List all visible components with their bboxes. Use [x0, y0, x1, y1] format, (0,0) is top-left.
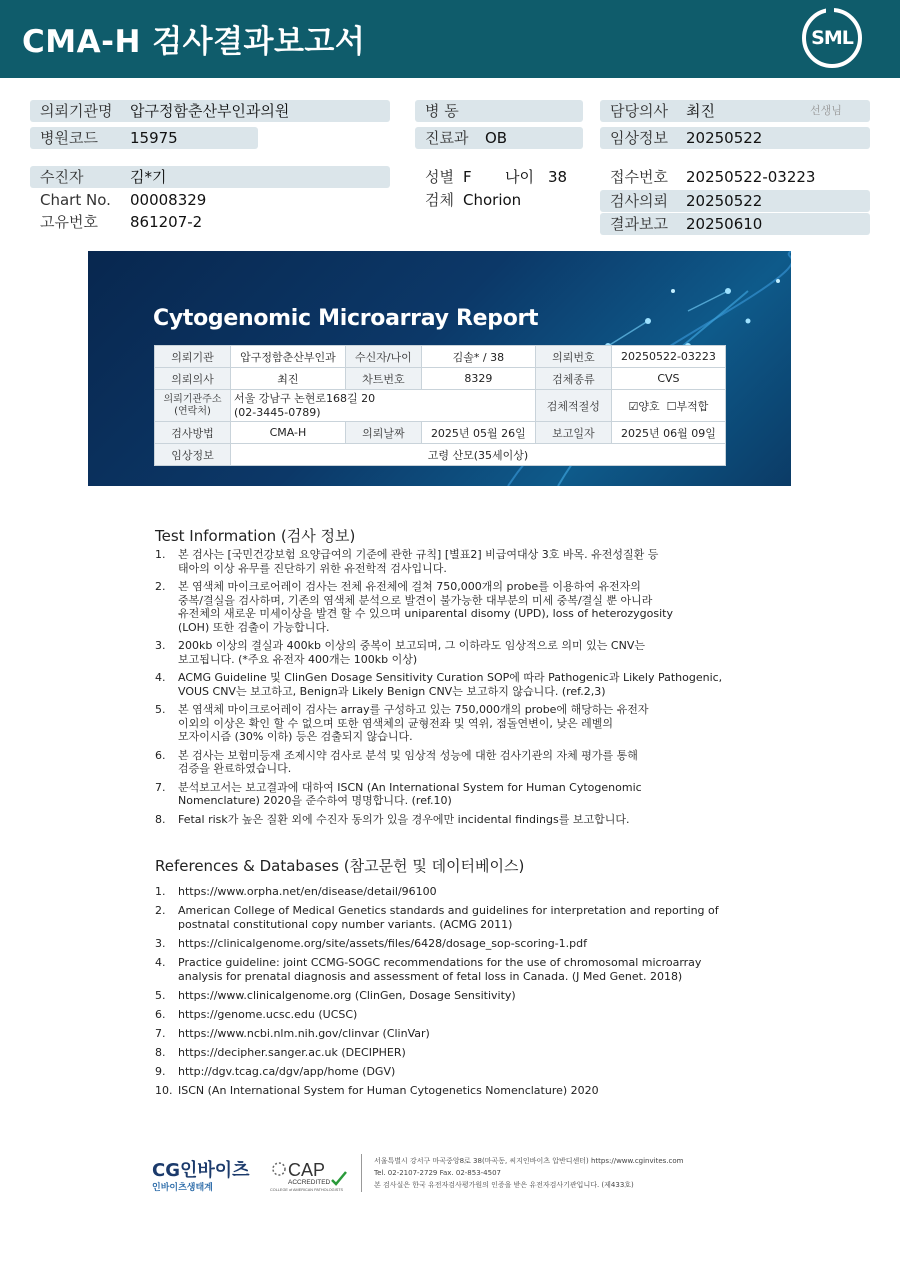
receipt-value: 20250522-03223 [686, 168, 816, 186]
receipt-label: 접수번호 [610, 168, 668, 186]
adequate-checkbox-icon: ☑ [628, 399, 639, 413]
test-info-item-line: 모자이시즘 (30% 이하) 등은 검출되지 않습니다. [178, 730, 413, 743]
specimen-value: Chorion [463, 191, 522, 209]
references-list [155, 885, 725, 1103]
footer [152, 1152, 712, 1196]
cell-institution-key: 의뢰기관 [155, 346, 231, 368]
specimen-label: 검체 [425, 191, 454, 209]
cap-accredited-logo [270, 1156, 360, 1196]
table-row [155, 368, 726, 390]
specimen-field [415, 189, 585, 211]
reference-item-line: https://www.ncbi.nlm.nih.gov/clinvar (ClinVar) [178, 1027, 430, 1040]
footer-address-line1: 서울특별시 강서구 마곡중앙8로 38(마곡동, 씨지인바이츠 압반디센터) https://www.cginvites.com [374, 1157, 684, 1165]
reference-item-number: 6. [155, 1008, 166, 1021]
reference-item-line: https://clinicalgenome.org/site/assets/files/6428/dosage_sop-scoring-1.pdf [178, 937, 588, 950]
patient-label: 수진자 [40, 168, 84, 186]
cell-address-key [155, 390, 231, 422]
test-info-item-line: 태아의 이상 유무를 진단하기 위한 유전학적 검사입니다. [178, 561, 447, 575]
reference-item-number: 4. [155, 956, 166, 969]
banner-title: Cytogenomic Microarray Report [153, 306, 539, 331]
cell-report-date-key: 보고일자 [535, 422, 611, 444]
test-info-item [155, 781, 725, 808]
reference-item-line: ISCN (An International System for Human Cytogenetics Nomenclature) 2020 [178, 1084, 599, 1097]
inadequate-label: 부적합 [676, 399, 709, 413]
test-info-item-number: 1. [155, 548, 166, 561]
cell-chart-key: 차트번호 [345, 368, 421, 390]
doctor-field [600, 100, 870, 122]
patient-field [30, 166, 390, 188]
address-key-line2: (연락처) [174, 405, 211, 417]
footer-address [374, 1155, 714, 1191]
receipt-field [600, 166, 870, 188]
cell-request-no-key: 의뢰번호 [535, 346, 611, 368]
cell-request-no: 20250522-03223 [611, 346, 725, 368]
reference-item-number: 7. [155, 1027, 166, 1040]
test-info-item-number: 2. [155, 580, 166, 593]
footer-address-line2: Tel. 02-2107-2729 Fax. 02-853-4507 [374, 1169, 502, 1177]
test-info-item-line: 유전체의 새로운 미세이상을 발견 할 수 있으며 uniparental disomy (UPD), loss of heterozygosity [178, 607, 673, 620]
test-info-item-line: 본 염색체 마이크로어레이 검사는 전체 유전체에 걸쳐 750,000개의 probe를 이용하여 유전자의 [178, 580, 641, 593]
request-field [600, 190, 870, 212]
report-date-value: 20250610 [686, 215, 763, 233]
reference-item-line: http://dgv.tcag.ca/dgv/app/home (DGV) [178, 1065, 396, 1078]
reference-item-number: 5. [155, 989, 166, 1002]
request-value: 20250522 [686, 192, 763, 210]
cell-institution: 압구정함춘산부인과 [231, 346, 346, 368]
cell-address [231, 390, 536, 422]
report-date-field [600, 213, 870, 235]
test-info-item-line: 200kb 이상의 결실과 400kb 이상의 중복이 보고되며, 그 이하라도 임상적으로 의미 있는 CNV는 [178, 639, 645, 652]
test-info-item [155, 671, 725, 698]
adequate-label: 양호 [638, 399, 660, 413]
request-summary-table [154, 345, 726, 466]
reference-item-line: https://genome.ucsc.edu (UCSC) [178, 1008, 358, 1021]
cell-adequacy-key: 검체적절성 [535, 390, 611, 422]
reference-item-line: https://decipher.sanger.ac.uk (DECIPHER) [178, 1046, 406, 1059]
cma-report-banner [88, 251, 791, 486]
cginvites-sub: 인바이츠생태계 [152, 1183, 213, 1193]
test-info-item-line: 분석보고서는 보고결과에 대하여 ISCN (An International System for Human Cytogenomic [178, 780, 642, 794]
report-title: CMA-H 검사결과보고서 [22, 24, 366, 60]
test-info-item-line: 검증을 완료하였습니다. [178, 762, 292, 775]
doctor-value: 최진 [686, 102, 715, 120]
reference-item-number: 1. [155, 885, 166, 898]
test-info-item-number: 7. [155, 780, 166, 794]
cap-sub-text: ACCREDITED [288, 1179, 331, 1186]
footer-divider [361, 1154, 362, 1192]
cell-method-key: 검사방법 [155, 422, 231, 444]
inadequate-checkbox-icon: ☐ [666, 399, 677, 413]
reference-item-number: 2. [155, 904, 166, 917]
cell-recipient: 김솔* / 38 [421, 346, 535, 368]
address-line1: 서울 강남구 논현로168길 20 [234, 391, 376, 405]
cell-request-date: 2025년 05월 26일 [421, 422, 535, 444]
test-info-item-line: Fetal risk가 높은 질환 외에 수진자 동의가 있을 경우에만 incidental findings를 보고합니다. [178, 812, 630, 826]
test-info-item [155, 639, 725, 666]
cap-org-text: COLLEGE of AMERICAN PATHOLOGISTS [270, 1188, 344, 1192]
age-label: 나이 [505, 168, 534, 186]
table-row [155, 422, 726, 444]
reference-item-number: 9. [155, 1065, 166, 1078]
report-date-label: 결과보고 [610, 215, 668, 233]
reference-item [155, 885, 725, 899]
test-info-item-line: 본 염색체 마이크로어레이 검사는 array를 구성하고 있는 750,000개의 probe에 해당하는 유전자 [178, 703, 649, 716]
sex-value: F [463, 168, 472, 186]
cell-recipient-key: 수신자/나이 [345, 346, 421, 368]
address-line2: (02-3445-0789) [234, 405, 321, 419]
footer-address-line3: 본 검사실은 한국 유전자검사평가원의 인증을 받은 유전자검사기관입니다. (제433호) [374, 1181, 634, 1189]
cell-specimen: CVS [611, 368, 725, 390]
reference-item-line: analysis for prenatal diagnosis and assessment of fetal loss in Canada. (J Med Genet. 2018) [178, 970, 683, 983]
reference-item-line: American College of Medical Genetics standards and guidelines for interpretation and reporting of [178, 904, 719, 917]
reference-item [155, 1046, 725, 1060]
test-info-item [155, 749, 725, 776]
unique-id-value: 861207-2 [130, 213, 203, 231]
chart-field [30, 189, 390, 211]
unique-id-label: 고유번호 [40, 213, 98, 231]
test-info-item-number: 4. [155, 671, 166, 684]
reference-item [155, 904, 725, 932]
test-info-item-line: 보고됩니다. (*주요 유전자 400개는 100kb 이상) [178, 652, 418, 666]
clinical-value: 20250522 [686, 129, 763, 147]
table-row [155, 346, 726, 368]
test-info-item-line: ACMG Guideline 및 ClinGen Dosage Sensitivity Curation SOP에 따라 Pathogenic과 Likely Pathogenic, [178, 671, 723, 684]
cell-specimen-key: 검체종류 [535, 368, 611, 390]
test-info-list [155, 548, 725, 831]
logo-text: SML [811, 27, 853, 49]
reference-item-number: 8. [155, 1046, 166, 1059]
reference-item [155, 1027, 725, 1041]
hospital-code-field [30, 127, 258, 149]
cell-adequacy [611, 390, 725, 422]
reference-item [155, 1084, 725, 1098]
references-title: References & Databases (참고문헌 및 데이터베이스) [155, 857, 525, 875]
cginvites-logo: CG인바이츠 [152, 1160, 250, 1181]
reference-item-line: https://www.orpha.net/en/disease/detail/96100 [178, 885, 437, 898]
ward-label: 병 동 [425, 102, 459, 120]
reference-item-line: Practice guideline: joint CCMG-SOGC recommendations for the use of chromosomal microarray [178, 956, 702, 969]
cap-text: CAP [288, 1160, 326, 1180]
request-label: 검사의뢰 [610, 192, 668, 210]
test-info-item [155, 548, 725, 575]
unique-id-field [30, 211, 390, 233]
reference-item-number: 10. [155, 1084, 173, 1097]
test-info-item-line: 본 검사는 보험미등재 조제시약 검사로 분석 및 임상적 성능에 대한 검사기관의 자체 평가를 통해 [178, 748, 638, 762]
institution-value: 압구정함춘산부인과의원 [130, 102, 290, 120]
clinical-label: 임상정보 [610, 129, 668, 147]
dept-field [415, 127, 583, 149]
hospital-code-value: 15975 [130, 129, 178, 147]
test-info-item-number: 6. [155, 748, 166, 762]
address-key-line1: 의뢰기관주소 [163, 393, 222, 405]
table-row [155, 444, 726, 466]
test-info-item-line: 중복/결실을 검사하며, 기존의 염색체 분석으로 발견이 불가능한 대부분의 미세 중복/결실 뿐 아니라 [178, 593, 653, 607]
test-info-item-line: 이외의 이상은 확인 할 수 없으며 또한 염색체의 균형전좌 및 역위, 점돌연변이, 낮은 레벨의 [178, 716, 613, 730]
test-info-item-line: VOUS CNV는 보고하고, Benign과 Likely Benign CNV는 보고하지 않습니다. (ref.2,3) [178, 684, 606, 698]
table-row [155, 390, 726, 422]
cell-clinical: 고령 산모(35세이상) [231, 444, 726, 466]
institution-label: 의뢰기관명 [40, 102, 113, 120]
test-info-item [155, 813, 725, 827]
reference-item-line: postnatal constitutional copy number variants. (ACMG 2011) [178, 918, 513, 931]
cell-chart: 8329 [421, 368, 535, 390]
test-info-title: Test Information (검사 정보) [155, 527, 356, 545]
reference-item [155, 937, 725, 951]
test-info-item-line: (LOH) 또한 검출이 가능합니다. [178, 620, 330, 634]
test-info-item [155, 703, 725, 744]
reference-item-number: 3. [155, 937, 166, 950]
test-info-item [155, 580, 725, 634]
age-value: 38 [548, 168, 568, 186]
reference-item-line: https://www.clinicalgenome.org (ClinGen, Dosage Sensitivity) [178, 989, 516, 1002]
test-info-item-number: 8. [155, 812, 166, 826]
cell-clinical-key: 임상정보 [155, 444, 231, 466]
cell-method: CMA-H [231, 422, 346, 444]
cell-doctor: 최진 [231, 368, 346, 390]
test-info-item-number: 3. [155, 639, 166, 652]
reference-item [155, 989, 725, 1003]
institution-field [30, 100, 390, 122]
ward-field [415, 100, 583, 122]
cell-doctor-key: 의뢰의사 [155, 368, 231, 390]
dept-label: 진료과 [425, 129, 469, 147]
test-info-item-line: Nomenclature) 2020을 준수하여 명명합니다. (ref.10) [178, 794, 452, 807]
clinical-field [600, 127, 870, 149]
patient-value: 김*기 [130, 168, 167, 186]
report-header [0, 0, 900, 78]
cell-report-date: 2025년 06월 09일 [611, 422, 725, 444]
sml-logo [802, 8, 862, 68]
dept-value: OB [485, 129, 508, 147]
hospital-code-label: 병원코드 [40, 129, 98, 147]
chart-value: 00008329 [130, 191, 207, 209]
reference-item [155, 956, 725, 984]
doctor-suffix: 선생님 [810, 104, 842, 117]
reference-item [155, 1065, 725, 1079]
sex-label: 성별 [425, 168, 454, 186]
reference-item [155, 1008, 725, 1022]
test-info-item-line: 본 검사는 [국민건강보험 요양급여의 기준에 관한 규칙] [별표2] 비급여대상 3호 바목. 유전성질환 등 [178, 548, 659, 561]
sex-age-field [415, 166, 585, 188]
test-info-item-number: 5. [155, 703, 166, 716]
doctor-label: 담당의사 [610, 102, 668, 120]
chart-label: Chart No. [40, 191, 111, 209]
cell-request-date-key: 의뢰날짜 [345, 422, 421, 444]
